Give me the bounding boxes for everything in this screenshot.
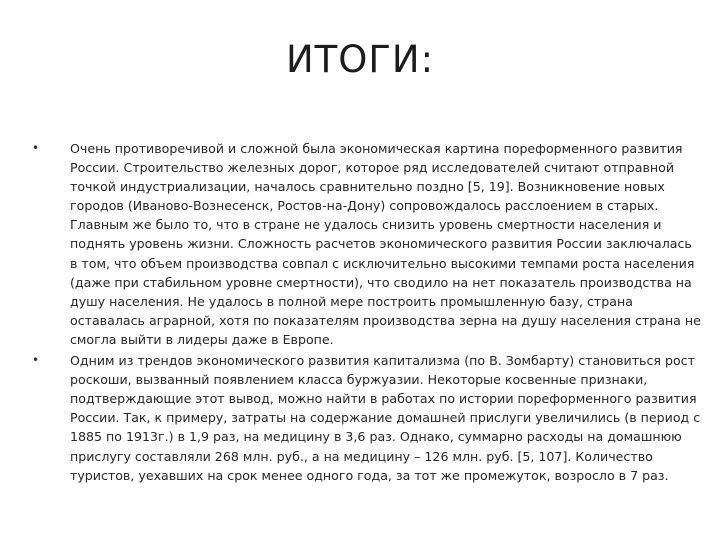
bullet-text: Очень противоречивой и сложной была экономическая картина пореформенного развития России. Строительство железных дорог, которое ряд исследователей считают отправной точкой индустриализации, началось сравнительно поздно [5, 19]. Возникновение новых городов (Иваново-Вознесенск, Ростов-на-Дону) сопровождалось расслоением в старых. Главным же было то, что в стране не удалось снизить уровень смертности населения и поднять уровень жизни. Сложность расчетов экономического развития России заключалась в том, что объем производства совпал с исключительно высокими темпами роста населения (даже при стабильном уровне смертности), что сводило на нет показатель производства на душу населения. Не удалось в полной мере построить промышленную базу, страна оставалась аграрной, хотя по показателям производства зерна на душу населения страна не смогла выйти в лидеры даже в Европе.	[70, 141, 701, 347]
bullet-icon: •	[32, 353, 40, 368]
bullet-item	[32, 139, 702, 349]
bullet-text: Одним из трендов экономического развития капитализма (по В. Зомбарту) становиться рост роскоши, вызванный появлением класса буржуазии. Некоторые косвенные признаки, подтверждающие этот вывод, можно найти в работах по истории пореформенного развития России. Так, к примеру, затраты на содержание домашней прислуги увеличились (в период с 1885 по 1913г.) в 1,9 раз, на медицину в 3,6 раз. Однако, суммарно расходы на домашнюю прислугу составляли 268 млн. руб., а на медицину – 126 млн. руб. [5, 107]. Количество туристов, уехавших на срок менее одного года, за тот же промежуток, возросло в 7 раз.	[70, 353, 701, 483]
bullet-item	[32, 351, 702, 485]
bullet-list	[32, 139, 702, 487]
bullet-icon: •	[32, 141, 40, 155]
slide-title	[0, 38, 720, 81]
slide-title-text: ИТОГИ:	[285, 38, 435, 81]
